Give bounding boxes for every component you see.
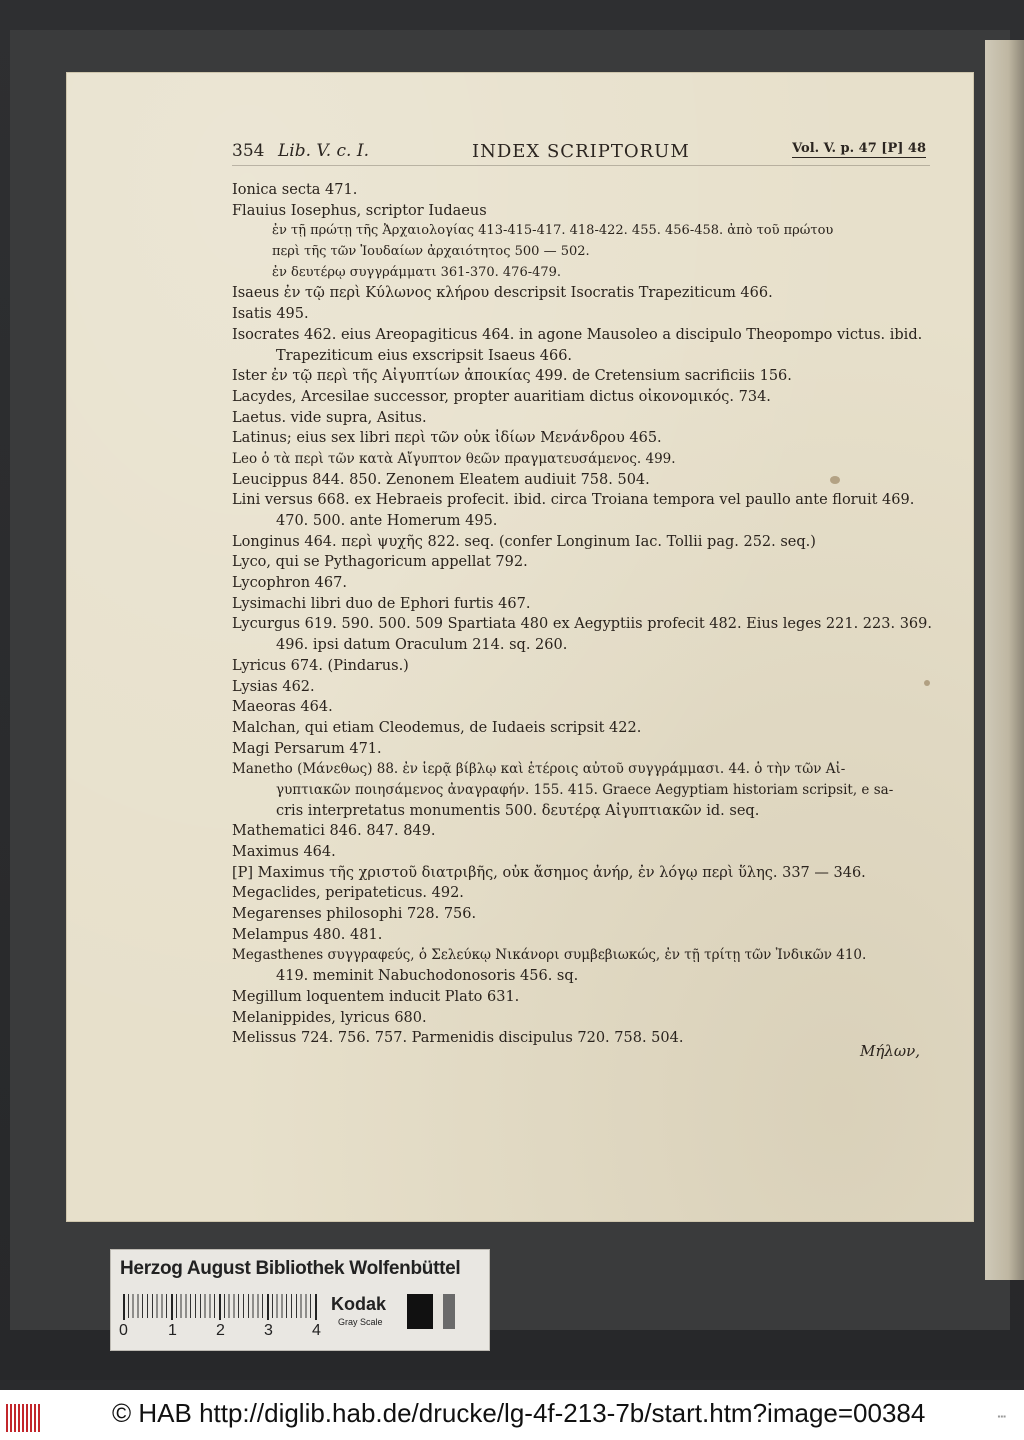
index-entry: Leo ὁ τὰ περὶ τῶν κατὰ Αἴγυπτον θεῶν πραγματευσάμενος. 499. — [232, 450, 676, 467]
color-target-card — [110, 1249, 490, 1351]
index-entry: Latinus; eius sex libri περὶ τῶν οὐκ ἰδίων Μενάνδρου 465. — [232, 430, 662, 447]
index-entry: Lacydes, Arcesilae successor, propter auaritiam dictus οἰκονομικός. 734. — [232, 388, 771, 405]
index-entry: Megasthenes συγγραφεύς, ὁ Σελεύκῳ Νικάνορι συμβεβιωκώς, ἐν τῇ τρίτῃ τῶν Ἰνδικῶν 410. — [232, 947, 867, 964]
kodak-logo: Kodak — [331, 1294, 387, 1314]
index-entry: Flauius Iosephus, scriptor Iudaeus — [232, 202, 487, 219]
index-entry: Lysimachi libri duo de Ephori furtis 467. — [232, 595, 531, 612]
index-entry: Megarenses philosophi 728. 756. — [232, 906, 477, 923]
index-entry: Isatis 495. — [232, 306, 309, 323]
index-entry: Lycophron 467. — [232, 575, 347, 592]
head-rule — [232, 165, 930, 166]
ruler-numbers — [119, 1322, 329, 1342]
index-entry: Lycurgus 619. 590. 500. 509 Spartiata 480 ex Aegyptiis profecit 482. Eius leges 221. 223. 369. — [232, 616, 932, 633]
index-entry-sub: ἐν τῇ πρώτῃ τῆς Ἀρχαιολογίας 413-415-417. 418-422. 455. 456-458. ἀπὸ τοῦ πρώτου — [272, 223, 834, 239]
index-entry: Manetho (Μάνεθως) 88. ἐν ἱερᾷ βίβλῳ καὶ ἑτέροις αὐτοῦ συγγράμμασι. 44. ὁ τὴν τῶν Αἰ- — [232, 761, 846, 778]
section-label: Lib. V. c. I. — [278, 141, 369, 161]
index-entry-sub: περὶ τῆς τῶν Ἰουδαίων ἀρχαιότητος 500 — 502. — [272, 244, 590, 260]
running-head — [232, 141, 930, 167]
page-number: 354 — [232, 141, 265, 161]
index-entries — [232, 180, 932, 1049]
index-entry-sub: ἐν δευτέρῳ συγγράμματι 361-370. 476-479. — [272, 264, 562, 280]
index-entry: Melampus 480. 481. — [232, 926, 383, 943]
index-entry-continued: 419. meminit Nabuchodonosoris 456. sq. — [276, 968, 579, 985]
ruler-number: 1 — [168, 1322, 177, 1339]
volume-reference: Vol. V. p. 47 [P] 48 — [792, 141, 926, 156]
index-entry: Ister ἐν τῷ περὶ τῆς Αἰγυπτίων ἀποικίας 499. de Cretensium sacrificiis 156. — [232, 368, 792, 385]
index-entry: Mathematici 846. 847. 849. — [232, 823, 436, 840]
ruler-number: 3 — [264, 1322, 273, 1339]
ruler-major-tick — [315, 1294, 317, 1320]
index-entry: Lyricus 674. (Pindarus.) — [232, 657, 409, 674]
facing-page-edge — [985, 40, 1024, 1280]
footer-ornament: ▪▪▪ — [997, 1412, 1006, 1421]
index-entry-continued: γυπτιακῶν ποιησάμενος ἀναγραφήν. 155. 415. Graece Aegyptiam historiam scripsit, e sa- — [276, 781, 894, 798]
index-entry: Megaclides, peripateticus. 492. — [232, 885, 464, 902]
index-entry: Ionica secta 471. — [232, 182, 358, 198]
scale-ruler — [123, 1294, 318, 1322]
index-entry: Magi Persarum 471. — [232, 740, 382, 757]
index-entry: Melissus 724. 756. 757. Parmenidis discipulus 720. 758. 504. — [232, 1030, 684, 1047]
index-entry: Megillum loquentem inducit Plato 631. — [232, 988, 520, 1005]
index-entry: Melanippides, lyricus 680. — [232, 1009, 427, 1026]
index-entry-continued: Trapeziticum eius exscripsit Isaeus 466. — [276, 347, 573, 364]
index-entry-continued: 470. 500. ante Homerum 495. — [276, 513, 498, 529]
catchword: Μήλων, — [860, 1042, 920, 1060]
gray-patch-white — [433, 1294, 443, 1329]
gray-patch-mid — [443, 1294, 455, 1329]
index-entry: [P] Maximus τῆς χριστοῦ διατριβῆς, οὐκ ἄσημος ἀνήρ, ἐν λόγῳ περὶ ὕλης. 337 — 346. — [232, 864, 866, 881]
hab-logo-icon — [6, 1404, 42, 1432]
index-entry: Maximus 464. — [232, 844, 336, 860]
ruler-major-tick — [267, 1294, 269, 1320]
index-entry-continued: cris interpretatus monumentis 500. δευτέρᾳ Αἰγυπτιακῶν id. seq. — [276, 802, 760, 819]
index-title: INDEX SCRIPTORUM — [472, 141, 690, 162]
index-entry: Isocrates 462. eius Areopagiticus 464. in agone Mausoleo a discipulo Theopompo victus. ibid. — [232, 326, 923, 343]
index-entry: Leucippus 844. 850. Zenonem Eleatem audiuit 758. 504. — [232, 471, 650, 488]
gray-scale-label: Gray Scale — [338, 1317, 383, 1327]
ruler-number: 0 — [119, 1322, 128, 1339]
index-entry: Longinus 464. περὶ ψυχῆς 822. seq. (confer Longinum Iac. Tollii pag. 252. seq.) — [232, 533, 816, 550]
ruler-major-tick — [171, 1294, 173, 1320]
index-entry: Maeoras 464. — [232, 699, 333, 716]
ruler-major-tick — [219, 1294, 221, 1320]
index-entry-continued: 496. ipsi datum Oraculum 214. sq. 260. — [276, 637, 568, 654]
ruler-major-tick — [123, 1294, 125, 1320]
ruler-ticks — [123, 1294, 318, 1318]
index-entry: Isaeus ἐν τῷ περὶ Κύλωνος κλήρου descripsit Isocratis Trapeziticum 466. — [232, 285, 773, 302]
index-entry: Lini versus 668. ex Hebraeis profecit. ibid. circa Troiana tempora vel paullo ante floruit 469. — [232, 492, 915, 509]
index-entry: Malchan, qui etiam Cleodemus, de Iudaeis scripsit 422. — [232, 719, 642, 736]
ruler-number: 4 — [312, 1322, 321, 1339]
library-name: Herzog August Bibliothek Wolfenbüttel — [120, 1258, 461, 1279]
ruler-number: 2 — [216, 1322, 225, 1339]
gray-patch-black — [407, 1294, 433, 1329]
index-entry: Lyco, qui se Pythagoricum appellat 792. — [232, 554, 528, 571]
copyright-url: © HAB http://diglib.hab.de/drucke/lg-4f-213-7b/start.htm?image=00384 — [112, 1398, 926, 1428]
index-entry: Lysias 462. — [232, 678, 315, 695]
copyright-footer — [0, 1390, 1024, 1440]
index-entry: Laetus. vide supra, Asitus. — [232, 409, 427, 426]
